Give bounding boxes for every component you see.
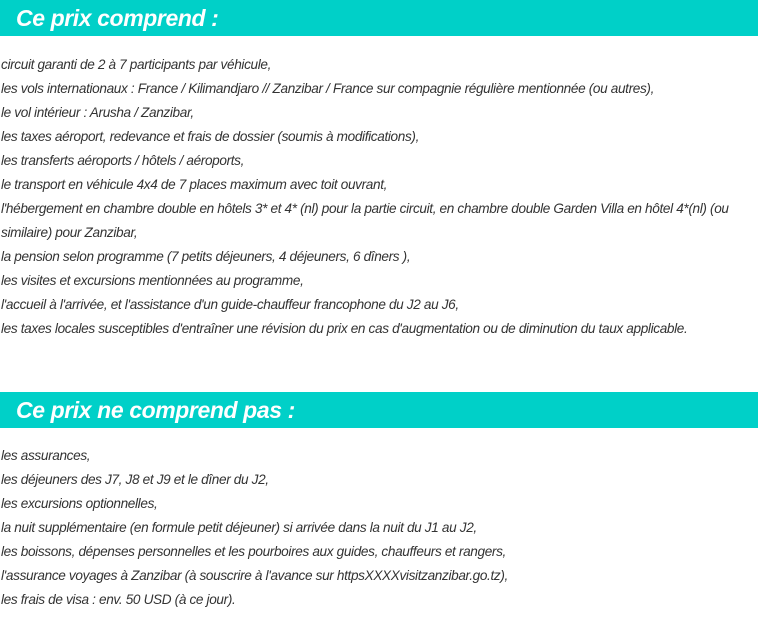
list-item: la pension selon programme (7 petits déjeuners, 4 déjeuners, 6 dîners ),: [1, 249, 411, 264]
list-item: les taxes aéroport, redevance et frais de dossier (soumis à modifications),: [1, 129, 420, 144]
list-item: circuit garanti de 2 à 7 participants par véhicule,: [1, 57, 272, 72]
includes-list: [1, 53, 751, 341]
list-item: l'accueil à l'arrivée, et l'assistance d'un guide-chauffeur francophone du J2 au J6,: [1, 297, 459, 312]
list-item: les assurances,: [1, 448, 91, 463]
excludes-header-bar: [0, 392, 758, 428]
includes-header-bar: [0, 0, 758, 36]
list-item: les transferts aéroports / hôtels / aéroports,: [1, 153, 245, 168]
excludes-list: [1, 444, 508, 612]
list-item: l'hébergement en chambre double en hôtels 3* et 4* (nl) pour la partie circuit, en chambre double Garden Villa en hôtel 4*(nl) (ou similaire) pour Zanzibar,: [1, 201, 729, 240]
list-item: les déjeuners des J7, J8 et J9 et le dîner du J2,: [1, 472, 269, 487]
list-item: les boissons, dépenses personnelles et les pourboires aux guides, chauffeurs et rangers,: [1, 544, 506, 559]
list-item: les excursions optionnelles,: [1, 496, 158, 511]
list-item: la nuit supplémentaire (en formule petit déjeuner) si arrivée dans la nuit du J1 au J2,: [1, 520, 477, 535]
list-item: le transport en véhicule 4x4 de 7 places maximum avec toit ouvrant,: [1, 177, 388, 192]
list-item: les vols internationaux : France / Kilimandjaro // Zanzibar / France sur compagnie régulière mentionnée (ou autres),: [1, 81, 655, 96]
includes-title: Ce prix comprend :: [16, 5, 219, 31]
list-item: les taxes locales susceptibles d'entraîner une révision du prix en cas d'augmentation ou de diminution du taux applicable.: [1, 321, 688, 336]
list-item: les visites et excursions mentionnées au programme,: [1, 273, 304, 288]
list-item: le vol intérieur : Arusha / Zanzibar,: [1, 105, 194, 120]
list-item: les frais de visa : env. 50 USD (à ce jour).: [1, 592, 236, 607]
list-item: l'assurance voyages à Zanzibar (à souscrire à l'avance sur httpsXXXXvisitzanzibar.go.tz),: [1, 568, 508, 583]
excludes-title: Ce prix ne comprend pas :: [16, 397, 295, 423]
